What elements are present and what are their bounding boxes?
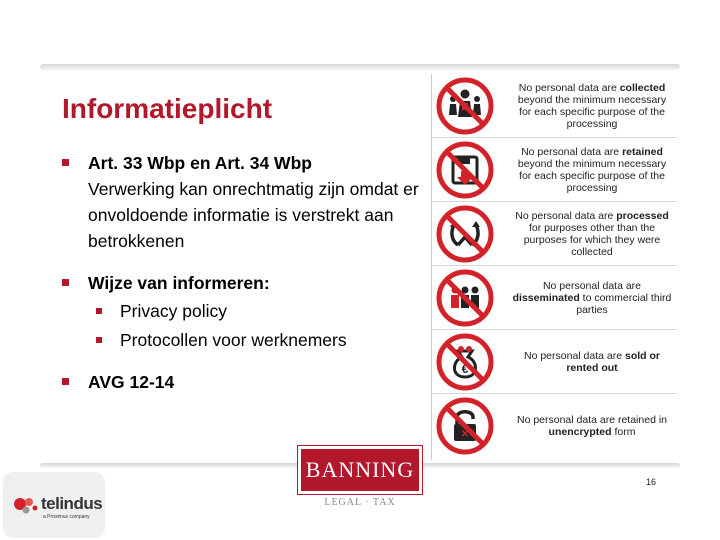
gdpr-icons-panel xyxy=(431,74,676,460)
telindus-logo xyxy=(3,472,105,538)
bullet-avg xyxy=(62,369,422,395)
bullet-article xyxy=(62,150,422,254)
bullet-heading: AVG 12-14 xyxy=(88,372,175,392)
padlock-icon xyxy=(436,397,494,455)
gdpr-text-collected: No personal data are collected beyond the minimum necessary for each specific purpose of the processing xyxy=(517,82,667,130)
bullet-marker xyxy=(62,159,69,166)
top-divider xyxy=(40,64,680,70)
bullet-text: Verwerking kan onrechtmatig zijn omdat er onvoldoende informatie is verstrekt aan betrokkenen xyxy=(88,179,419,251)
bullet-heading: Wijze van informeren: xyxy=(88,273,270,293)
floppy-retained-icon xyxy=(436,141,494,199)
gdpr-text-unencrypted: No personal data are retained in unencrypted form xyxy=(516,414,667,438)
telindus-name: telindus xyxy=(41,494,103,513)
telindus-mark-icon xyxy=(12,494,40,516)
svg-text:€: € xyxy=(461,362,469,376)
gdpr-row-unencrypted xyxy=(432,394,677,458)
gdpr-row-sold xyxy=(432,330,677,394)
telindus-tagline: a Proximus company xyxy=(43,514,90,520)
people-disseminated-icon xyxy=(436,269,494,327)
sub-bullet-marker xyxy=(96,308,102,314)
gdpr-row-collected xyxy=(432,74,677,138)
banning-logo: BANNING xyxy=(298,446,422,494)
bullet-heading: Art. 33 Wbp en Art. 34 Wbp xyxy=(88,153,312,173)
sub-bullet-marker xyxy=(96,337,102,343)
slide-title: Informatieplicht xyxy=(62,93,273,124)
processed-arrows-icon xyxy=(436,205,494,263)
sub-bullet-text: Protocollen voor werknemers xyxy=(120,330,347,350)
bullet-list xyxy=(62,150,422,411)
gdpr-text-disseminated: No personal data are disseminated to commercial third parties xyxy=(512,280,672,316)
bullet-marker xyxy=(62,279,69,286)
sub-bullet-protocollen xyxy=(96,326,422,355)
person-collected-icon xyxy=(436,77,494,135)
gdpr-text-sold: No personal data are sold or rented out xyxy=(524,350,660,374)
gdpr-row-retained xyxy=(432,138,677,202)
gdpr-text-processed: No personal data are processed for purposes other than the purposes for which they were collected xyxy=(515,210,669,258)
banning-tagline: LEGAL · TAX xyxy=(324,497,396,508)
page-number: 16 xyxy=(646,477,657,487)
sub-bullet-text: Privacy policy xyxy=(120,301,227,321)
gdpr-text-retained: No personal data are retained beyond the minimum necessary for each specific purpose of the processing xyxy=(517,146,667,194)
money-bag-icon xyxy=(436,333,494,391)
bullet-marker xyxy=(62,378,69,385)
svg-text:✕: ✕ xyxy=(460,429,470,440)
gdpr-row-processed xyxy=(432,202,677,266)
bullet-wijze xyxy=(62,270,422,355)
sub-bullet-privacy xyxy=(96,297,422,326)
gdpr-row-disseminated xyxy=(432,266,677,330)
